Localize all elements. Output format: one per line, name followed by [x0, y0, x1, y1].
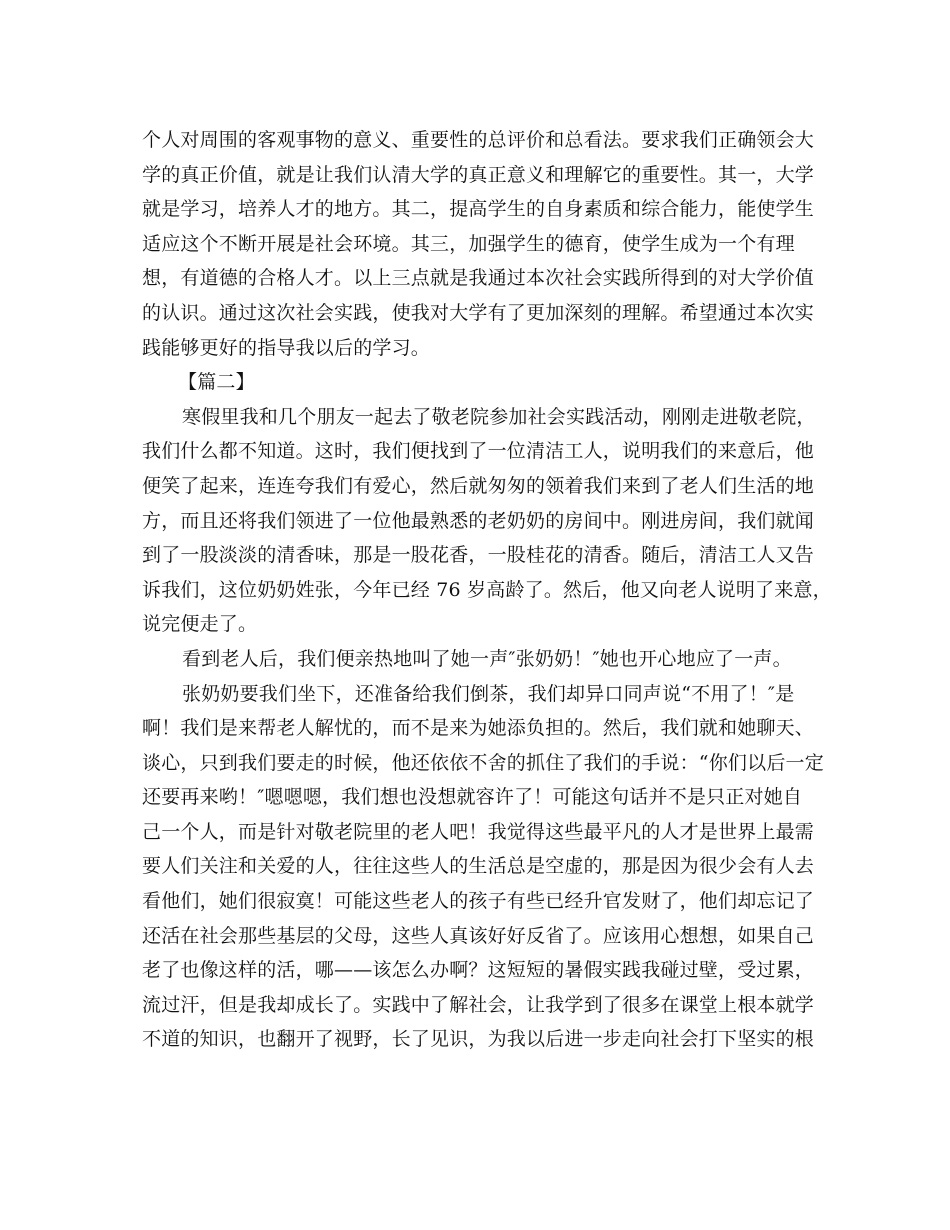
- text-line: 看他们，她们很寂寞！可能这些老人的孩子有些已经升官发财了，他们却忘记了: [142, 890, 815, 913]
- text-line: 到了一股淡淡的清香味，那是一股花香，一股桂花的清香。随后，清洁工人又告: [142, 544, 815, 567]
- text-line: 还活在社会那些基层的父母，这些人真该好好反省了。应该用心想想，如果自己: [142, 924, 815, 947]
- paragraph-first-line: 看到老人后，我们便亲热地叫了她一声″张奶奶！″她也开心地应了一声。: [182, 647, 792, 670]
- text-line: 诉我们，这位奶奶姓张，今年已经 76 岁高龄了。然后，他又向老人说明了来意，: [142, 578, 832, 601]
- text-line: 老了也像这样的活，哪——该怎么办啊？这短短的暑假实践我碰过壁，受过累，: [142, 959, 815, 982]
- text-line: 不道的知识，也翻开了视野，长了见识，为我以后进一步走向社会打下坚实的根: [142, 1028, 815, 1051]
- text-line: 还要再来哟！″嗯嗯嗯，我们想也没想就容许了！可能这句话并不是只正对她自: [142, 786, 803, 809]
- text-line: 想，有道德的合格人才。以上三点就是我通过本次社会实践所得到的对大学价值: [142, 267, 815, 290]
- text-line: 己一个人，而是针对敬老院里的老人吧！我觉得这些最平凡的人才是世界上最需: [142, 820, 815, 843]
- text-line: 适应这个不断开展是社会环境。其三，加强学生的德育，使学生成为一个有理: [142, 232, 795, 255]
- section-heading: 【篇二】: [178, 371, 255, 394]
- text-line: 践能够更好的指导我以后的学习。: [142, 336, 431, 359]
- text-line: 方，而且还将我们领进了一位他最熟悉的老奶奶的房间中。刚进房间，我们就闻: [142, 509, 815, 532]
- document-body: [142, 123, 832, 1057]
- text-line: 就是学习，培养人才的地方。其二，提高学生的自身素质和综合能力，能使学生: [142, 198, 815, 221]
- text-line: 流过汗，但是我却成长了。实践中了解社会，让我学到了很多在课堂上根本就学: [142, 993, 815, 1016]
- text-line: 的认识。通过这次社会实践，使我对大学有了更加深刻的理解。希望通过本次实: [142, 301, 815, 324]
- text-line: 谈心，只到我们要走的时候，他还依依不舍的抓住了我们的手说：“你们以后一定: [142, 751, 824, 774]
- text-line: 便笑了起来，连连夸我们有爱心，然后就匆匆的领着我们来到了老人们生活的地: [142, 474, 815, 497]
- text-line: 我们什么都不知道。这时，我们便找到了一位清洁工人，说明我们的来意后，他: [142, 440, 815, 463]
- paragraph-first-line: 寒假里我和几个朋友一起去了敬老院参加社会实践活动，刚刚走进敬老院，: [182, 405, 816, 428]
- text-line: 个人对周围的客观事物的意义、重要性的总评价和总看法。要求我们正确领会大: [142, 129, 815, 151]
- text-line: 要人们关注和关爱的人，往往这些人的生活总是空虚的，那是因为很少会有人去: [142, 855, 815, 878]
- text-line: 啊！我们是来帮老人解忧的，而不是来为她添负担的。然后，我们就和她聊天、: [142, 717, 815, 740]
- paragraph-first-line: 张奶奶要我们坐下，还准备给我们倒茶，我们却异口同声说“不用了！″是: [182, 682, 795, 705]
- text-line: 学的真正价值，就是让我们认清大学的真正意义和理解它的重要性。其一，大学: [142, 163, 815, 186]
- text-line: 说完便走了。: [142, 613, 258, 636]
